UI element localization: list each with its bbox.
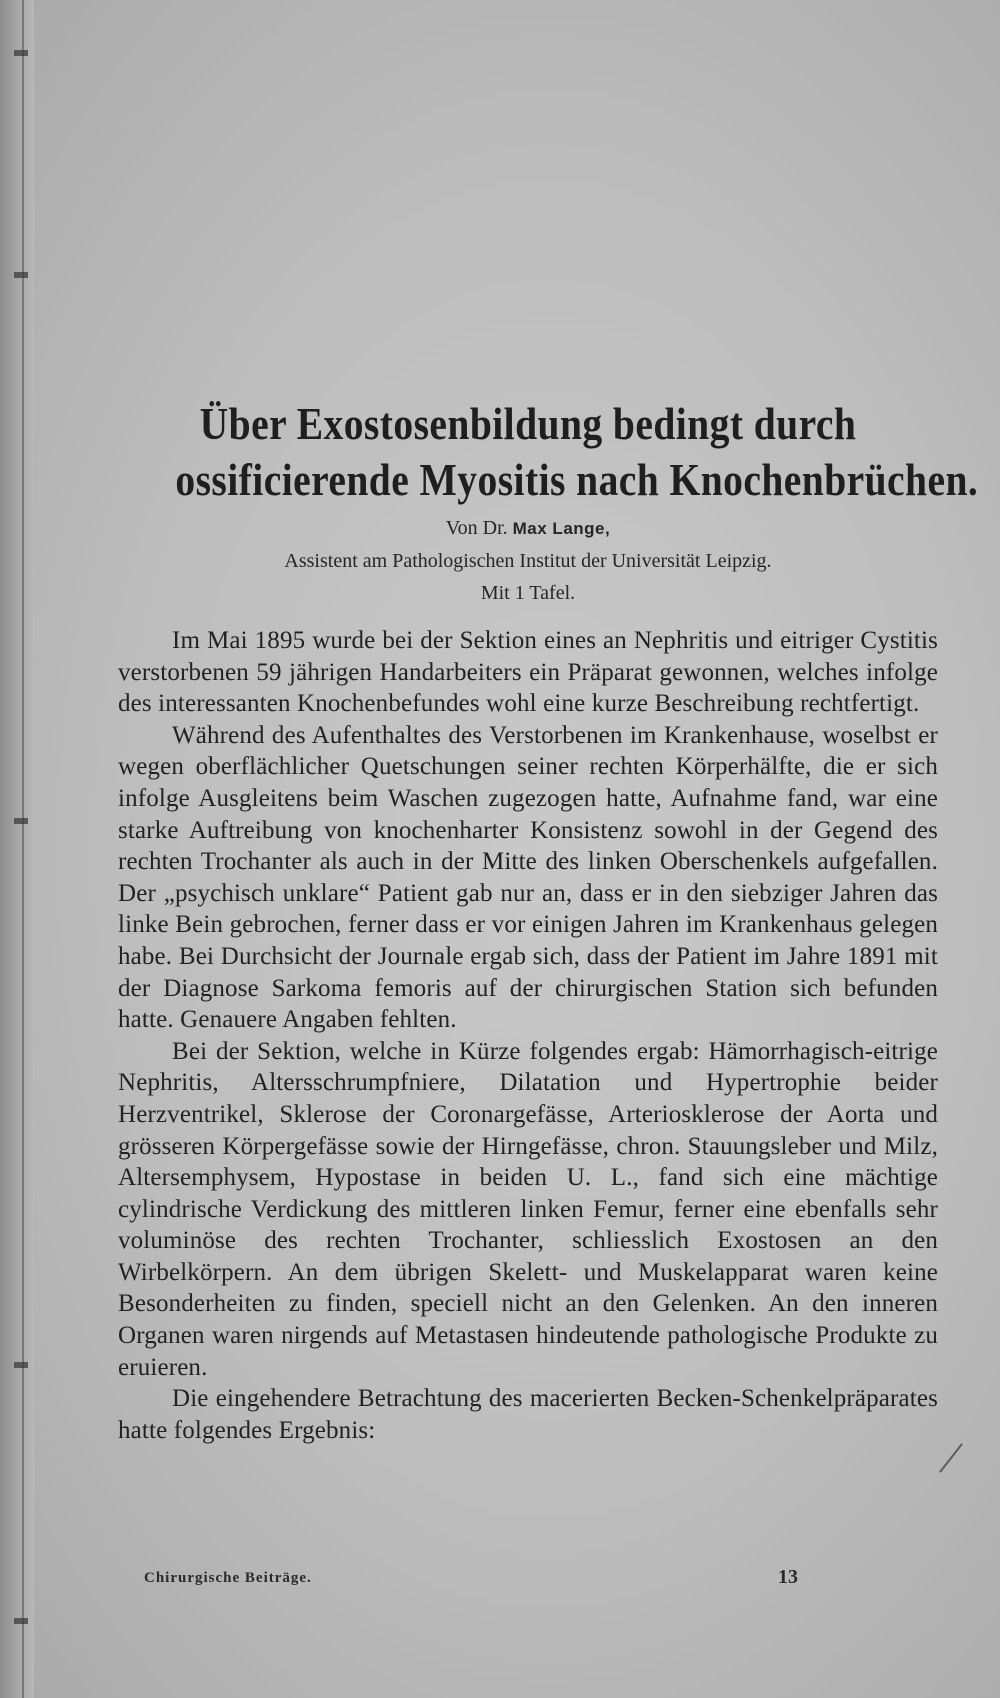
author-name: Max Lange, — [512, 519, 611, 538]
paragraph-1: Im Mai 1895 wurde bei der Sektion eines an Nephritis und eitriger Cystitis verstorbenen 59 jährigen Handarbeiters ein Präparat gewonnen, welches infolge des interessanten Knochenbefundes wohl eine kurze Beschreibung rechtfertigt. — [118, 627, 938, 718]
affiliation: Assistent am Pathologischen Institut der Universität Leipzig. — [284, 550, 772, 572]
binding-line — [22, 0, 24, 1698]
title-line-2: ossificierende Myositis nach Knochenbrüchen. — [175, 454, 979, 505]
paragraph-2: Während des Aufenthaltes des Verstorbenen im Krankenhause, woselbst er wegen oberflächlicher Quetschungen seiner rechten Körperhälfte, die er sich infolge Ausgleitens beim Waschen zugezogen hatte, Aufnahme fand, war eine starke Auftreibung von knochenharter Konsistenz sowohl in der Gegend des rechten Trochanter als auch in der Mitte des linken Oberschenkels aufgefallen. Der „psychisch unklare“ Patient gab nur an, dass er in den siebziger Jahren das linke Bein gebrochen, ferner dass er vor einigen Jahren im Krankenhaus gelegen habe. Bei Durchsicht der Journale ergab sich, dass der Patient im Jahre 1891 mit der Diagnose Sarkoma femoris auf der chirurgischen Station sich befunden hatte. Genauere Angaben fehlten. — [118, 721, 938, 1034]
binding-edge — [0, 0, 34, 1698]
article — [118, 360, 979, 1446]
byline-prefix: Von Dr. — [445, 517, 508, 539]
pencil-mark — [939, 1443, 963, 1473]
binding-tick-mark — [14, 1618, 28, 1624]
binding-tick-mark — [14, 1362, 28, 1368]
article-body — [118, 625, 938, 1446]
paragraph-4: Die eingehendere Betrachtung des macerierten Becken-Schenkelpräparates hatte folgendes Ergebnis: — [118, 1385, 938, 1444]
article-title — [175, 396, 979, 508]
binding-tick-mark — [14, 50, 28, 56]
title-line-1: Über Exostosenbildung bedingt durch — [199, 398, 857, 449]
journal-footer: Chirurgische Beiträge. — [144, 1570, 312, 1586]
author-line — [118, 512, 938, 545]
byline — [118, 512, 938, 609]
paragraph-3: Bei der Sektion, welche in Kürze folgendes ergab: Hämorrhagisch-eitrige Nephritis, Altersschrumpfniere, Dilatation und Hypertrophie beider Herzventrikel, Sklerose der Coronargefässe, Arteriosklerose der Aorta und grösseren Körpergefässe sowie der Hirngefässe, chron. Stauungsleber und Milz, Altersemphysem, Hypostase in beiden U. L., fand sich eine mächtige cylindrische Verdickung des mittleren linken Femur, ferner eine ebenfalls sehr voluminöse des rechten Trochanter, schliesslich Exostosen an den Wirbelkörpern. An dem übrigen Skelett- und Muskelapparat waren keine Besonderheiten zu finden, speciell nicht an den Gelenken. An den inneren Organen waren nirgends auf Metastasen hindeutende pathologische Produkte zu eruieren. — [118, 1037, 938, 1381]
plates-note: Mit 1 Tafel. — [480, 582, 576, 604]
binding-tick-mark — [14, 272, 28, 278]
signature-mark: 13 — [778, 1566, 798, 1588]
binding-tick-mark — [14, 818, 28, 824]
